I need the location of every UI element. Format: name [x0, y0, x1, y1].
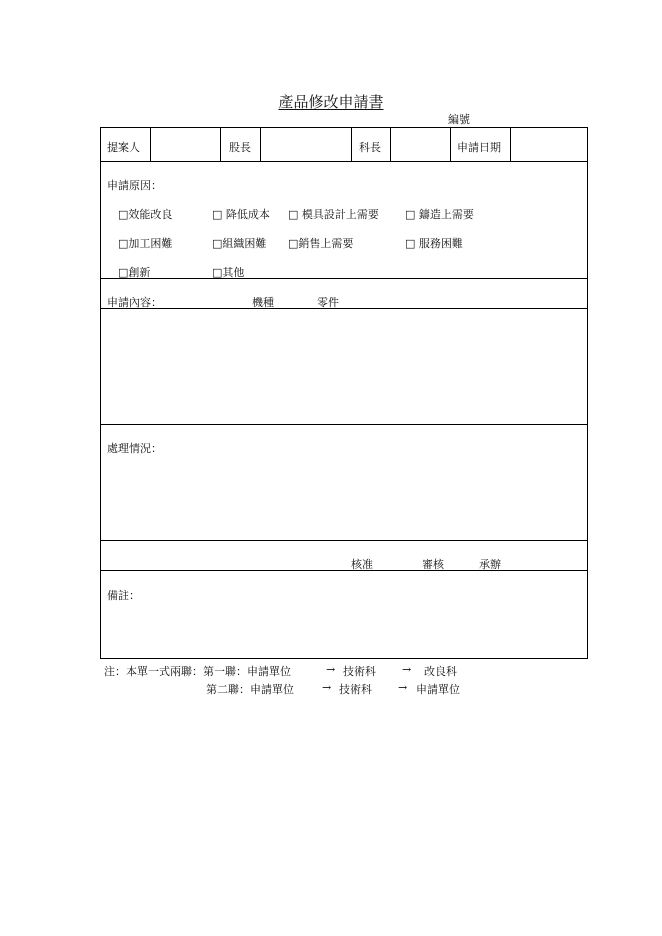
proposer-label: 提案人 — [107, 141, 140, 154]
proposer-field[interactable] — [151, 128, 220, 161]
reason-checkbox-organization[interactable]: □組織困難 — [212, 237, 267, 250]
remarks-label: 備註： — [107, 589, 140, 602]
form-title: 產品修改申請書 — [278, 93, 384, 111]
section-chief-field[interactable] — [261, 128, 351, 161]
column-divider — [450, 127, 451, 161]
part-label: 零件 — [317, 296, 339, 309]
review-label: 審核 — [422, 558, 444, 571]
remarks-textarea[interactable] — [101, 602, 587, 658]
reason-checkbox-innovation[interactable]: □創新 — [118, 266, 151, 279]
reason-checkbox-other[interactable]: □其他 — [212, 266, 245, 279]
content-textarea[interactable] — [101, 309, 587, 424]
reason-checkbox-sales[interactable]: □銷售上需要 — [288, 237, 354, 250]
column-divider — [220, 127, 221, 161]
reason-checkbox-casting[interactable]: □ 鑄造上需要 — [405, 208, 474, 221]
serial-number-label: 編號 — [448, 113, 470, 126]
handling-label: 處理情況： — [107, 442, 162, 455]
handling-textarea[interactable] — [101, 455, 587, 540]
arrow-icon: → — [326, 663, 336, 676]
row-divider — [100, 424, 588, 425]
footnote-line2-dept1: 技術科 — [339, 683, 372, 696]
reason-label: 申請原因： — [107, 179, 162, 192]
section-chief-label: 股長 — [229, 141, 251, 154]
reason-checkbox-mold[interactable]: □ 模具設計上需要 — [288, 208, 379, 221]
approve-label: 核准 — [351, 558, 373, 571]
table-bottom-border — [100, 658, 588, 659]
row-divider — [100, 540, 588, 541]
arrow-icon: → — [398, 681, 408, 694]
arrow-icon: → — [402, 663, 412, 676]
reason-checkbox-machining[interactable]: □加工困難 — [118, 237, 173, 250]
footnote-line1-dept2: 改良科 — [424, 665, 457, 678]
apply-date-label: 申請日期 — [457, 141, 501, 154]
model-label: 機種 — [252, 296, 274, 309]
reason-checkbox-efficiency[interactable]: □效能改良 — [118, 208, 173, 221]
reason-checkbox-service[interactable]: □ 服務困難 — [405, 237, 463, 250]
row-divider — [100, 161, 588, 162]
handler-label: 承辦 — [479, 558, 501, 571]
footnote-line1-prefix: 注：本單一式兩聯：第一聯：申請單位 — [104, 665, 291, 678]
apply-date-field[interactable] — [511, 128, 587, 161]
footnote-line2-prefix: 第二聯：申請單位 — [206, 683, 294, 696]
dept-chief-label: 科長 — [359, 141, 381, 154]
footnote-line2-dept2: 申請單位 — [416, 683, 460, 696]
column-divider — [351, 127, 352, 161]
reason-checkbox-cost[interactable]: □ 降低成本 — [212, 208, 270, 221]
row-divider — [100, 570, 588, 571]
row-divider — [100, 278, 588, 279]
table-right-border — [587, 127, 588, 659]
footnote-line1-dept1: 技術科 — [343, 665, 376, 678]
arrow-icon: → — [322, 681, 332, 694]
dept-chief-field[interactable] — [391, 128, 450, 161]
content-label: 申請內容： — [107, 296, 162, 309]
